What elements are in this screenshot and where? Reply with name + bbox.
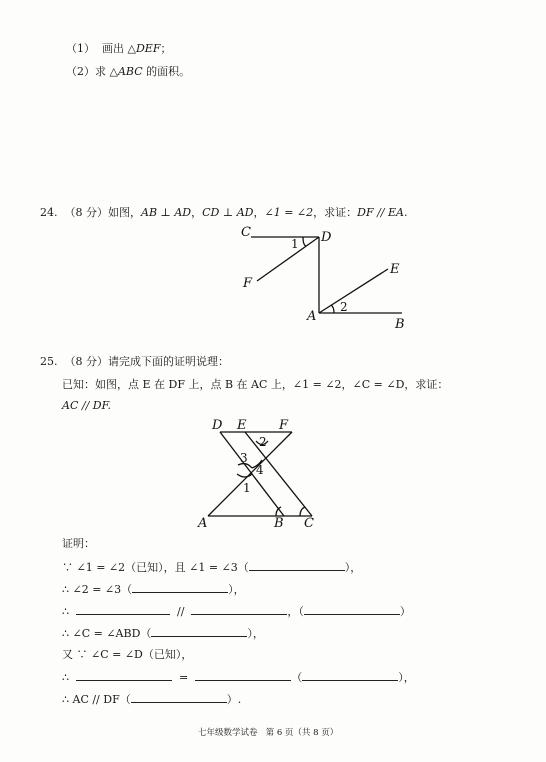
blank-2[interactable] [132, 582, 228, 593]
segment-af [208, 432, 292, 516]
q24-end: . [403, 206, 408, 219]
q25-given-line2: AC // DF. [62, 399, 112, 412]
q25-title: （8 分）请完成下面的证明说理： [64, 355, 229, 368]
item-2-end: 的面积。 [142, 65, 191, 78]
blank-9[interactable] [302, 670, 398, 681]
angle-c-arc [300, 507, 305, 516]
proof-step-4 [62, 626, 264, 641]
proof-step-2 [62, 582, 245, 597]
blank-10[interactable] [131, 692, 227, 703]
item-2-text: （2）求 △ [66, 65, 118, 78]
label-e: E [237, 418, 247, 433]
step-1-text: ∵ ∠1 = ∠2（已知），且 ∠1 = ∠3（ [62, 561, 249, 574]
label-a: A [198, 516, 208, 531]
angle-1-label: 1 [291, 237, 299, 251]
page-footer [198, 726, 338, 740]
item-2-var: ABC [117, 65, 143, 78]
q24-sep3: ，求证： [313, 206, 358, 219]
angle-2-label: 2 [259, 435, 267, 449]
q24-cond2: CD ⊥ AD [202, 206, 254, 219]
blank-8[interactable] [195, 670, 291, 681]
label-a: A [307, 309, 317, 324]
blank-7[interactable] [76, 670, 172, 681]
proof-step-3 [62, 604, 411, 619]
label-e: E [390, 262, 400, 277]
blank-1[interactable] [249, 560, 345, 571]
proof-heading: 证明： [62, 537, 95, 550]
label-d: D [212, 418, 223, 433]
q24-sep2: ， [253, 206, 265, 219]
q24-number: 24. [40, 206, 58, 219]
footer-page: 第 6 页（共 8 页） [265, 728, 339, 738]
label-b: B [395, 317, 405, 332]
step-4-end: ）， [247, 627, 264, 640]
blank-3[interactable] [76, 604, 170, 615]
step-2-end: ）， [228, 583, 245, 596]
item-1-text: 画出 △ [102, 42, 136, 55]
step-6-end: ）， [398, 671, 415, 684]
q24-sep1: ， [191, 206, 203, 219]
step-2-text: ∴ ∠2 = ∠3（ [62, 583, 133, 596]
item-1-var: DEF [135, 42, 161, 55]
angle-1-label: 1 [243, 481, 251, 495]
angle-2-label: 2 [340, 300, 348, 314]
footer-exam: 七年级数学试卷 [198, 728, 258, 738]
label-b: B [274, 516, 284, 531]
step-3-sep: ，（ [287, 605, 304, 618]
label-c: C [304, 516, 314, 531]
q24-goal: DF // EA [357, 206, 404, 219]
proof-step-5: 又 ∵ ∠C = ∠D（已知）， [62, 648, 193, 661]
item-1-end: ； [160, 42, 172, 55]
item-1-number: （1） [66, 42, 95, 55]
step-3-end: ） [399, 605, 411, 618]
step-7-text: ∴ AC // DF（ [62, 693, 131, 706]
blank-5[interactable] [304, 604, 400, 615]
step-3-text: ∴ [62, 605, 69, 618]
q25-number: 25. [40, 355, 58, 368]
label-d: D [321, 230, 332, 245]
proof-step-1 [62, 560, 361, 575]
step-3-parallel: // [177, 605, 185, 618]
step-7-end: ）. [226, 693, 242, 706]
blank-4[interactable] [191, 604, 287, 615]
blank-6[interactable] [151, 626, 247, 637]
angle-4-label: 4 [256, 463, 264, 477]
label-f: F [243, 276, 253, 291]
step-6-text: ∴ [62, 671, 69, 684]
q24-score: （8 分）如图， [64, 206, 141, 219]
label-f: F [279, 418, 289, 433]
angle-3-label: 3 [240, 451, 248, 465]
q25-given-line1: 已知：如图，点 E 在 DF 上，点 B 在 AC 上，∠1 = ∠2，∠C = ∠D，求证： [62, 378, 449, 391]
step-6-equals: = [179, 671, 189, 684]
step-1-end: ）， [344, 561, 362, 574]
proof-step-6 [62, 670, 415, 685]
label-c: C [241, 225, 251, 240]
step-6-sep: （ [291, 671, 303, 684]
step-4-text: ∴ ∠C = ∠ABD（ [62, 627, 152, 640]
q24-cond1: AB ⊥ AD [141, 206, 192, 219]
proof-step-7 [62, 692, 241, 707]
q24-cond3: ∠1 = ∠2 [264, 206, 314, 219]
